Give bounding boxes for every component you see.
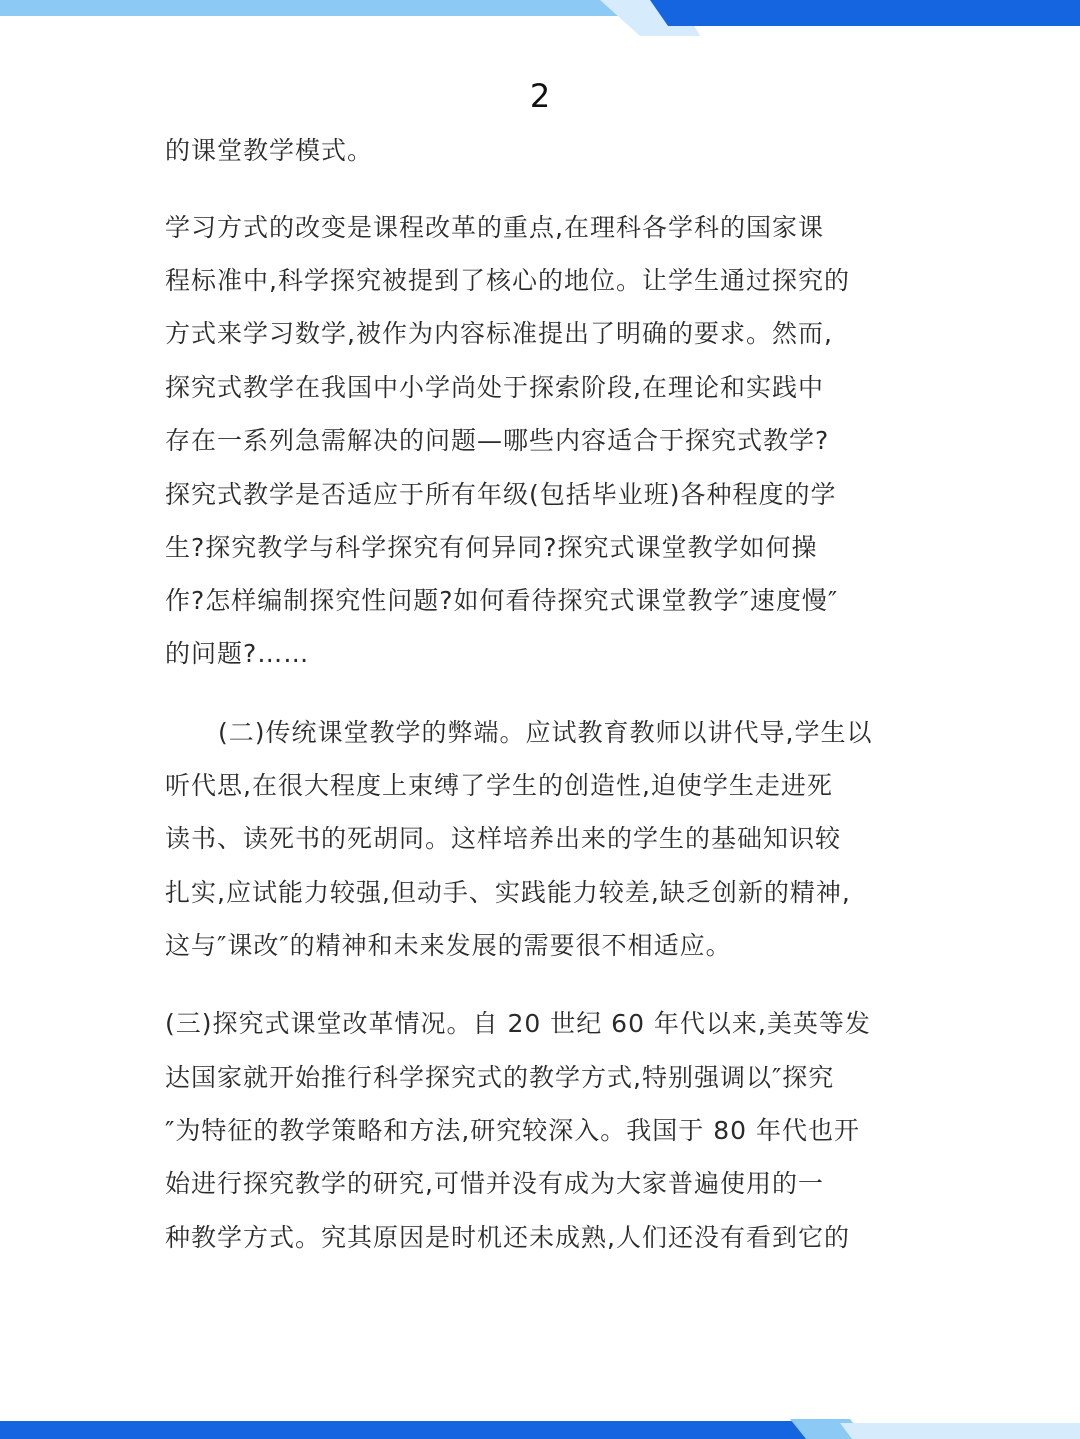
text-line: 方式来学习数学,被作为内容标准提出了明确的要求。然而,: [165, 319, 833, 348]
text-line: 这与″课改″的精神和未来发展的需要很不相适应。: [165, 931, 732, 960]
text-line: 程标准中,科学探究被提到了核心的地位。让学生通过探究的: [165, 266, 850, 295]
text-line: 种教学方式。究其原因是时机还未成熟,人们还没有看到它的: [165, 1223, 850, 1252]
text-line: 听代思,在很大程度上束缚了学生的创造性,迫使学生走进死: [165, 771, 833, 800]
top-band-graphic: [0, 0, 1080, 40]
text-line: 存在一系列急需解决的问题—哪些内容适合于探究式教学?: [165, 426, 830, 455]
text-line: 生?探究教学与科学探究有何异同?探究式课堂教学如何操: [165, 533, 818, 562]
text-line: (三)探究式课堂改革情况。自 20 世纪 60 年代以来,美英等发: [165, 1009, 871, 1038]
bottom-band-graphic: [0, 1409, 1080, 1439]
text-line: ″为特征的教学策略和方法,研究较深入。我国于 80 年代也开: [165, 1116, 860, 1145]
text-line: 探究式教学是否适应于所有年级(包括毕业班)各种程度的学: [165, 480, 837, 509]
bottom-decorative-band: [0, 1409, 1080, 1439]
text-line: 学习方式的改变是课程改革的重点,在理科各学科的国家课: [165, 213, 824, 242]
text-line: 达国家就开始推行科学探究式的教学方式,特别强调以″探究: [165, 1063, 835, 1092]
page-number: 2: [529, 77, 551, 115]
text-line: 作?怎样编制探究性问题?如何看待探究式课堂教学″速度慢″: [165, 586, 839, 615]
text-line: 探究式教学在我国中小学尚处于探索阶段,在理论和实践中: [165, 373, 824, 402]
text-line: 的课堂教学模式。: [165, 136, 374, 165]
text-line: 扎实,应试能力较强,但动手、实践能力较差,缺乏创新的精神,: [165, 878, 851, 907]
text-line: 读书、读死书的死胡同。这样培养出来的学生的基础知识较: [165, 824, 842, 853]
text-line: 始进行探究教学的研究,可惜并没有成为大家普遍使用的一: [165, 1169, 824, 1198]
top-decorative-band: [0, 0, 1080, 40]
text-line: (二)传统课堂教学的弊端。应试教育教师以讲代导,学生以: [218, 718, 873, 747]
text-line: 的问题?……: [165, 639, 310, 668]
